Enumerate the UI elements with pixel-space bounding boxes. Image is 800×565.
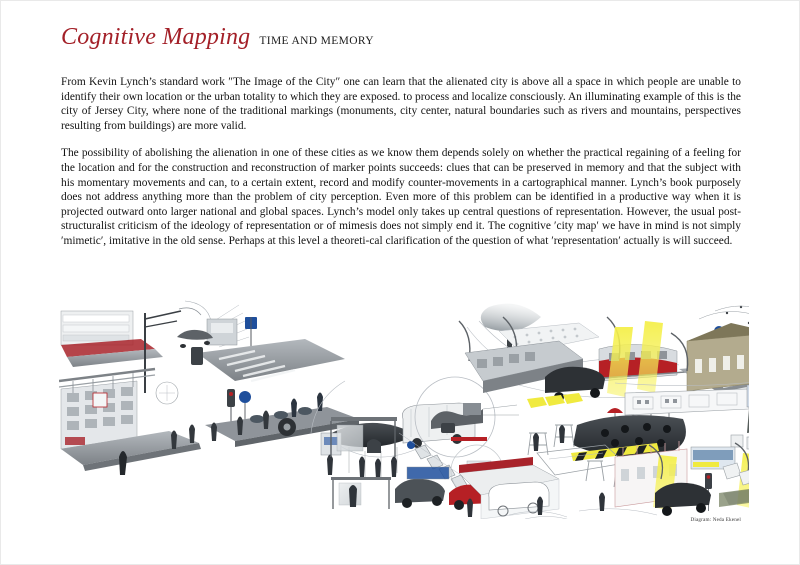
figure-caption: Diagram: Neda Ekenel <box>690 517 741 523</box>
urban-collage-diagram <box>59 297 749 519</box>
paragraph-2: The possibility of abolishing the alienation in one of these cities as we know them depends solely on whether the practical regaining of a feeling for the location and for the construction and reconstruction of marker points succeeds: clues that can be preserved in memory and that the subject with his momentary movements and can, to a certain extent, record and modify counter-movements in a cartographical manner. Lynch’s book purposely does not address anything more than the problem of city perception. Even more of this problem can be identified in a productive way when it is projected outward onto larger national and global spaces. Lynch’s model only takes up central questions of representation. However, the usual post-structuralist criticism of the ideology of representation or of mimesis does not simply end it. The cognitive ′city map′ we have in mind is not simply ′mimetic′, imitative in the old sense. Perhaps at this level a theoreti-cal clarification of the question of what ′representation′ actually is will succeed. <box>61 147 741 247</box>
page-subtitle: TIME AND MEMORY <box>259 35 374 47</box>
page-title: Cognitive Mapping <box>61 24 251 50</box>
page-header <box>61 25 374 49</box>
collage-canvas <box>59 297 749 519</box>
paragraph-1: From Kevin Lynch’s standard work ″The Image of the City″ one can learn that the alienated city is above all a space in which people are unable to identify their own location or the urban totality to which they are exposed. to process and localize consciously. An illuminating example of this is the city of Jersey City, where none of the traditional markings (monuments, city center, natural boundaries such as rivers and mountains, perspectives resulting from buildings) are more valid. <box>61 76 741 132</box>
body-text <box>61 75 741 249</box>
collage-left-cluster <box>59 301 359 475</box>
collage-lower-street-cluster <box>331 441 749 519</box>
